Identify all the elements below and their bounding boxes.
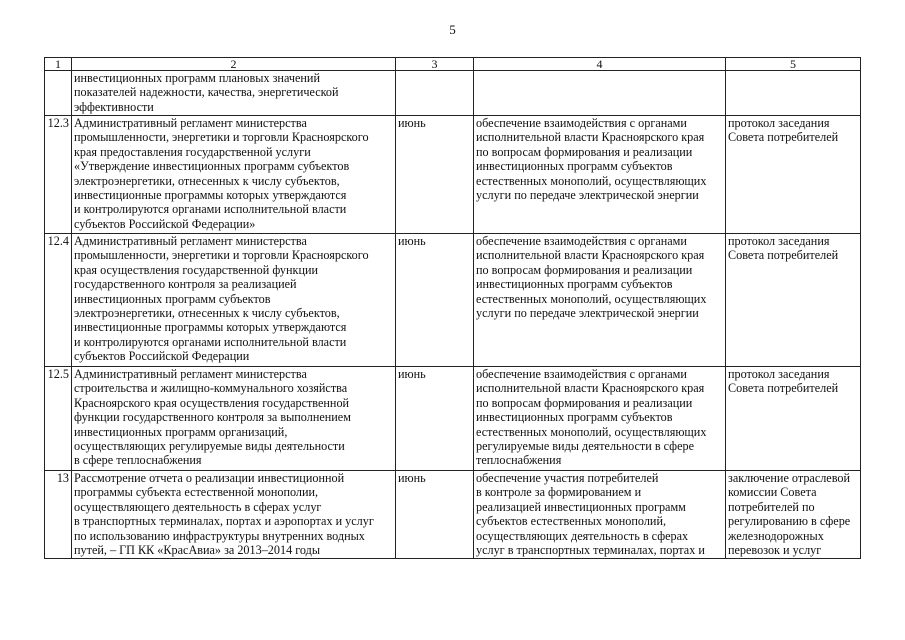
row-term: июнь (396, 471, 474, 559)
header-col-5: 5 (726, 58, 861, 71)
row-purpose: обеспечение взаимодействия с органами исполнительной власти Красноярского края по вопросам формирования и реализации инвестиционных программ субъектов естественных монополий, осуществляющих услуги по передаче электрической энергии (474, 116, 726, 234)
row-term: июнь (396, 367, 474, 471)
row-result (726, 71, 861, 116)
header-col-3: 3 (396, 58, 474, 71)
table-row (45, 471, 861, 559)
table-row (45, 116, 861, 234)
header-col-1: 1 (45, 58, 72, 71)
row-description: Административный регламент министерства промышленности, энергетики и торговли Красноярского края осуществления государственной функции государственного контроля за реализацией инвестиционных программ субъектов электроэнергетики, отнесенных к числу субъектов, инвестиционные программы которых утверждаются и контролируются органами исполнительной власти субъектов Российской Федерации (72, 234, 396, 367)
row-purpose: обеспечение взаимодействия с органами исполнительной власти Красноярского края по вопросам формирования и реализации инвестиционных программ субъектов естественных монополий, осуществляющих услуги по передаче электрической энергии (474, 234, 726, 367)
header-col-4: 4 (474, 58, 726, 71)
row-description: Рассмотрение отчета о реализации инвестиционной программы субъекта естественной монополии, осуществляющего деятельность в сферах услуг в транспортных терминалах, портах и аэропортах и услуг по использованию инфраструктуры внутренних водных путей, – ГП КК «КрасАвиа» за 2013–2014 годы (72, 471, 396, 559)
table-row (45, 234, 861, 367)
row-number: 12.5 (45, 367, 72, 471)
row-description: Административный регламент министерства строительства и жилищно-коммунального хозяйства Красноярского края осуществления государственной функции государственного контроля за выполнением инвестиционных программ организаций, осуществляющих регулируемые виды деятельности в сфере теплоснабжения (72, 367, 396, 471)
row-number: 12.3 (45, 116, 72, 234)
row-result: протокол заседания Совета потребителей (726, 234, 861, 367)
row-purpose: обеспечение взаимодействия с органами исполнительной власти Красноярского края по вопросам формирования и реализации инвестиционных программ субъектов естественных монополий, осуществляющих регулируемые виды деятельности в сфере теплоснабжения (474, 367, 726, 471)
document-table (44, 57, 861, 559)
row-purpose: обеспечение участия потребителей в контроле за формированием и реализацией инвестиционных программ субъектов естественных монополий, осуществляющих деятельность в сферах услуг в транспортных терминалах, портах и (474, 471, 726, 559)
row-term (396, 71, 474, 116)
row-number: 13 (45, 471, 72, 559)
header-col-2: 2 (72, 58, 396, 71)
table-row (45, 71, 861, 116)
row-term: июнь (396, 116, 474, 234)
table-header-row (45, 58, 861, 71)
row-result: заключение отраслевой комиссии Совета потребителей по регулированию в сфере железнодорожных перевозок и услуг (726, 471, 861, 559)
row-number: 12.4 (45, 234, 72, 367)
row-description: Административный регламент министерства промышленности, энергетики и торговли Красноярского края предоставления государственной услуги «Утверждение инвестиционных программ субъектов электроэнергетики, отнесенных к числу субъектов, инвестиционные программы которых утверждаются и контролируются органами исполнительной власти субъектов Российской Федерации» (72, 116, 396, 234)
table-row (45, 367, 861, 471)
row-result: протокол заседания Совета потребителей (726, 367, 861, 471)
row-description: инвестиционных программ плановых значений показателей надежности, качества, энергетической эффективности (72, 71, 396, 116)
row-term: июнь (396, 234, 474, 367)
row-number (45, 71, 72, 116)
row-purpose (474, 71, 726, 116)
row-result: протокол заседания Совета потребителей (726, 116, 861, 234)
page-number: 5 (449, 22, 456, 37)
